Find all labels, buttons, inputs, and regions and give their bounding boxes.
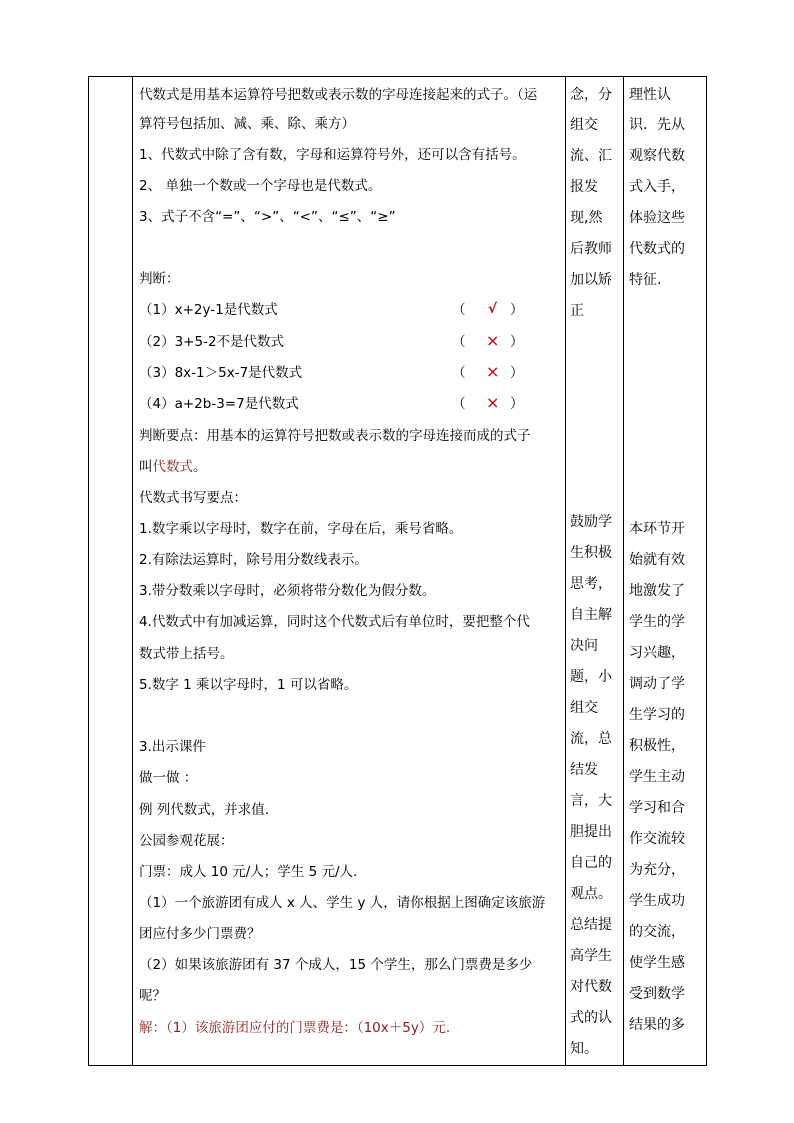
col3-line: 言，大 [570, 793, 612, 809]
col4-line: 体验这些 [629, 210, 685, 226]
col4-line: 作交流较 [629, 831, 685, 847]
col3-line: 加以矫 [570, 272, 612, 288]
col4-line: 识．先从 [629, 117, 685, 133]
col4-line: 代数式的 [629, 241, 685, 257]
judge-statement: （3）8x-1＞5x-7是代数式 [139, 365, 303, 381]
table-border-left [88, 76, 89, 1066]
col4-line: 的交流， [629, 924, 685, 940]
judge-close-paren: ） [510, 396, 524, 412]
col3-line: 式的认 [570, 1010, 612, 1026]
intro-line-2: 算符号包括加、减、乘、除、乘方） [139, 116, 355, 132]
col3-line: 总结提 [570, 917, 612, 933]
table-border-3 [623, 76, 624, 1066]
rule-3: 3、式子不含“=”、“>”、“<”、“≤”、“≥” [139, 209, 396, 225]
col3-line: 流，总 [570, 731, 612, 747]
col3-line: 组交 [570, 117, 598, 133]
intro-line-1: 代数式是用基本运算符号把数或表示数的字母连接起来的式子。（运 [139, 87, 538, 103]
col4-line: 使学生感 [629, 955, 685, 971]
judge-open-paren: （ [452, 365, 466, 381]
judge-title: 判断： [139, 271, 180, 287]
col4-line: 始就有效 [629, 552, 685, 568]
judge-close-paren: ） [510, 334, 524, 350]
col3-line: 高学生 [570, 948, 612, 964]
judge-statement: （2）3+5-2不是代数式 [139, 334, 285, 350]
question-2a: （2）如果该旅游团有 37 个成人，15 个学生，那么门票费是多少 [139, 957, 533, 973]
col4-line: 受到数学 [629, 986, 685, 1002]
col3-line: 组交 [570, 700, 598, 716]
judge-statement: （4）a+2b-3=7是代数式 [139, 396, 299, 412]
col3-line: 鼓励学 [570, 514, 612, 530]
judge-close-paren: ） [510, 365, 524, 381]
rule-1: 1、代数式中除了含有数，字母和运算符号外，还可以含有括号。 [139, 147, 526, 163]
check-mark-icon: √ [488, 301, 498, 317]
park-line: 公园参观花展： [139, 833, 234, 849]
col3-line: 自主解 [570, 607, 612, 623]
col3-line: 胆提出 [570, 824, 612, 840]
judge-point-prefix: 叫 [139, 459, 153, 475]
col3-line: 决问 [570, 638, 598, 654]
rule-2: 2、 单独一个数或一个字母也是代数式。 [139, 178, 382, 194]
col3-line: 现,然 [570, 210, 603, 226]
question-2b: 呢？ [139, 988, 166, 1004]
col3-line: 知。 [570, 1041, 598, 1057]
col3-line: 生积极 [570, 545, 612, 561]
writing-point-3: 3.带分数乘以字母时，必须将带分数化为假分数。 [139, 583, 436, 599]
writing-point-5: 5.数字 1 乘以字母时，1 可以省略。 [139, 677, 358, 693]
col4-line: 地激发了 [629, 583, 685, 599]
ticket-line: 门票：成人 10 元/人；学生 5 元/人. [139, 864, 358, 880]
col4-line: 本环节开 [629, 521, 685, 537]
col4-line: 式入手， [629, 179, 685, 195]
judge-open-paren: （ [452, 334, 466, 350]
cross-mark-icon: × [486, 362, 500, 381]
col4-line: 结果的多 [629, 1017, 685, 1033]
col4-line: 调动了学 [629, 676, 685, 692]
judge-point-line-2 [139, 459, 207, 475]
table-bottom-border [88, 1065, 707, 1066]
table-top-border [88, 76, 707, 77]
col3-line: 结发 [570, 762, 598, 778]
col4-line: 积极性， [629, 738, 685, 754]
col3-line: 题，小 [570, 669, 612, 685]
col4-line: 学生成功 [629, 893, 685, 909]
question-1a: （1）一个旅游团有成人 x 人、学生 y 人，请你根据上图确定该旅游 [139, 895, 546, 911]
col3-line: 流、汇 [570, 148, 612, 164]
col4-line: 特征. [629, 272, 662, 288]
courseware-heading: 3.出示课件 [139, 739, 206, 755]
writing-point-4b: 数式带上括号。 [139, 646, 234, 662]
judge-statement: （1）x+2y-1是代数式 [139, 302, 278, 318]
col3-line: 报发 [570, 179, 598, 195]
col4-line: 理性认 [629, 87, 671, 103]
question-1b: 团应付多少门票费？ [139, 926, 261, 942]
col3-line: 后教师 [570, 241, 612, 257]
try-it: 做一做 ： [139, 770, 198, 786]
judge-open-paren: （ [452, 302, 466, 318]
cross-mark-icon: × [486, 393, 500, 412]
table-border-2 [565, 76, 566, 1066]
col4-line: 学生主动 [629, 769, 685, 785]
example-title: 例 列代数式，并求值. [139, 802, 270, 818]
writing-point-1: 1.数字乘以字母时，数字在前，字母在后，乘号省略。 [139, 521, 463, 537]
writing-point-2: 2.有除法运算时，除号用分数线表示。 [139, 552, 368, 568]
table-border-1 [132, 76, 133, 1066]
judge-point-term: 代数式 [152, 459, 193, 475]
col4-line: 为充分， [629, 862, 685, 878]
judge-close-paren: ） [510, 302, 524, 318]
col4-line: 学习和合 [629, 800, 685, 816]
judge-point-line-1: 判断要点：用基本的运算符号把数或表示数的字母连接而成的式子 [139, 428, 531, 444]
col3-line: 观点。 [570, 886, 612, 902]
judge-point-suffix: 。 [193, 459, 207, 475]
writing-title: 代数式书写要点： [139, 490, 247, 506]
col4-line: 习兴趣， [629, 645, 685, 661]
table-border-right [706, 76, 707, 1066]
writing-point-4a: 4.代数式中有加减运算，同时这个代数式后有单位时，要把整个代 [139, 614, 530, 630]
col3-line: 正 [570, 303, 584, 319]
judge-open-paren: （ [452, 396, 466, 412]
col4-line: 学生的学 [629, 614, 685, 630]
col3-line: 思考， [570, 576, 612, 592]
solution-line: 解：（1）该旅游团应付的门票费是：（10x＋5y）元. [139, 1020, 451, 1036]
col3-line: 自己的 [570, 855, 612, 871]
col4-line: 生学习的 [629, 707, 685, 723]
cross-mark-icon: × [486, 331, 500, 350]
col3-line: 念，分 [570, 87, 612, 103]
col3-line: 对代数 [570, 979, 612, 995]
col4-line: 观察代数 [629, 148, 685, 164]
